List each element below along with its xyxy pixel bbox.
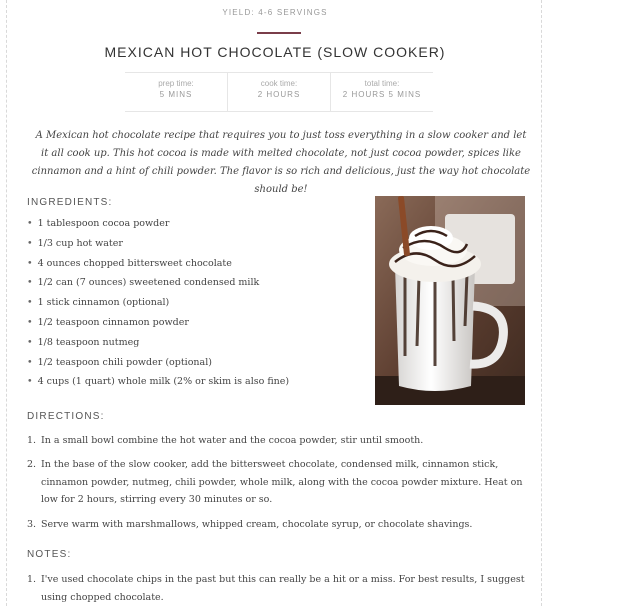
ingredients-list (27, 214, 289, 392)
directions-item (27, 456, 527, 509)
ingredient-item: • 1/2 can (7 ounces) sweetened condensed milk (27, 273, 289, 293)
cook-time (227, 73, 330, 111)
hot-chocolate-photo (375, 196, 525, 405)
recipe-card (6, 0, 542, 606)
ingredient-item: • 4 ounces chopped bittersweet chocolate (27, 254, 289, 274)
ingredient-item: • 1 stick cinnamon (optional) (27, 293, 289, 313)
recipe-summary: A Mexican hot chocolate recipe that requires you to just toss everything in a slow cooker and let it all cook up. This hot cocoa is made with melted chocolate, not just cocoa powder, spices like cinnamon and a hint of chili powder. The flavor is so rich and delicious, just the way hot chocolate should be! (31, 130, 531, 195)
prep-time-value: 5 MINS (159, 90, 193, 99)
total-time-value: 2 HOURS 5 MINS (342, 90, 422, 99)
ingredient-item: • 1/3 cup hot water (27, 234, 289, 254)
directions-heading: DIRECTIONS: (27, 411, 105, 422)
recipe-title: MEXICAN HOT CHOCOLATE (SLOW COOKER) (104, 44, 446, 60)
notes-item (27, 571, 527, 606)
total-time (330, 73, 433, 111)
ingredient-item: • 1 tablespoon cocoa powder (27, 214, 289, 234)
step-text: In a small bowl combine the hot water and the cocoa powder, stir until smooth. (41, 435, 424, 446)
cook-time-label: cook time: (260, 79, 298, 88)
title-accent-rule (257, 32, 301, 34)
ingredient-item: • 1/8 teaspoon nutmeg (27, 333, 289, 353)
cook-time-value: 2 HOURS (257, 90, 301, 99)
note-number: 1. (27, 574, 37, 585)
directions-item (27, 432, 527, 450)
notes-heading: NOTES: (27, 549, 72, 560)
prep-time-label: prep time: (158, 79, 194, 88)
directions-step-1 (27, 432, 527, 450)
note-text: I've used chocolate chips in the past but this can really be a hit or a miss. For best results, I suggest using chopped chocolate. (41, 574, 525, 603)
step-number: 3. (27, 519, 37, 530)
recipe-times (125, 72, 433, 112)
step-text: Serve warm with marshmallows, whipped cream, chocolate syrup, or chocolate shavings. (41, 519, 473, 530)
notes-list (27, 571, 527, 606)
ingredients-heading: INGREDIENTS: (27, 197, 113, 208)
ingredient-item: • 1/2 teaspoon cinnamon powder (27, 313, 289, 333)
recipe-yield: YIELD: 4-6 SERVINGS (222, 8, 328, 17)
directions-step-2 (27, 456, 527, 509)
directions-item (27, 516, 527, 534)
prep-time (125, 73, 227, 111)
ingredient-item: • 4 cups (1 quart) whole milk (2% or skim is also fine) (27, 372, 289, 392)
directions-step-3 (27, 516, 527, 534)
hot-chocolate-illustration (375, 196, 525, 405)
step-number: 2. (27, 459, 37, 470)
step-text: In the base of the slow cooker, add the bittersweet chocolate, condensed milk, cinnamon stick, cinnamon powder, nutmeg, chili powder, whole milk, along with the cocoa powder mixture. Heat on low for 2 hours, stirring every 30 minutes or so. (41, 459, 523, 505)
total-time-label: total time: (364, 79, 400, 88)
step-number: 1. (27, 435, 37, 446)
ingredient-item: • 1/2 teaspoon chili powder (optional) (27, 353, 289, 373)
